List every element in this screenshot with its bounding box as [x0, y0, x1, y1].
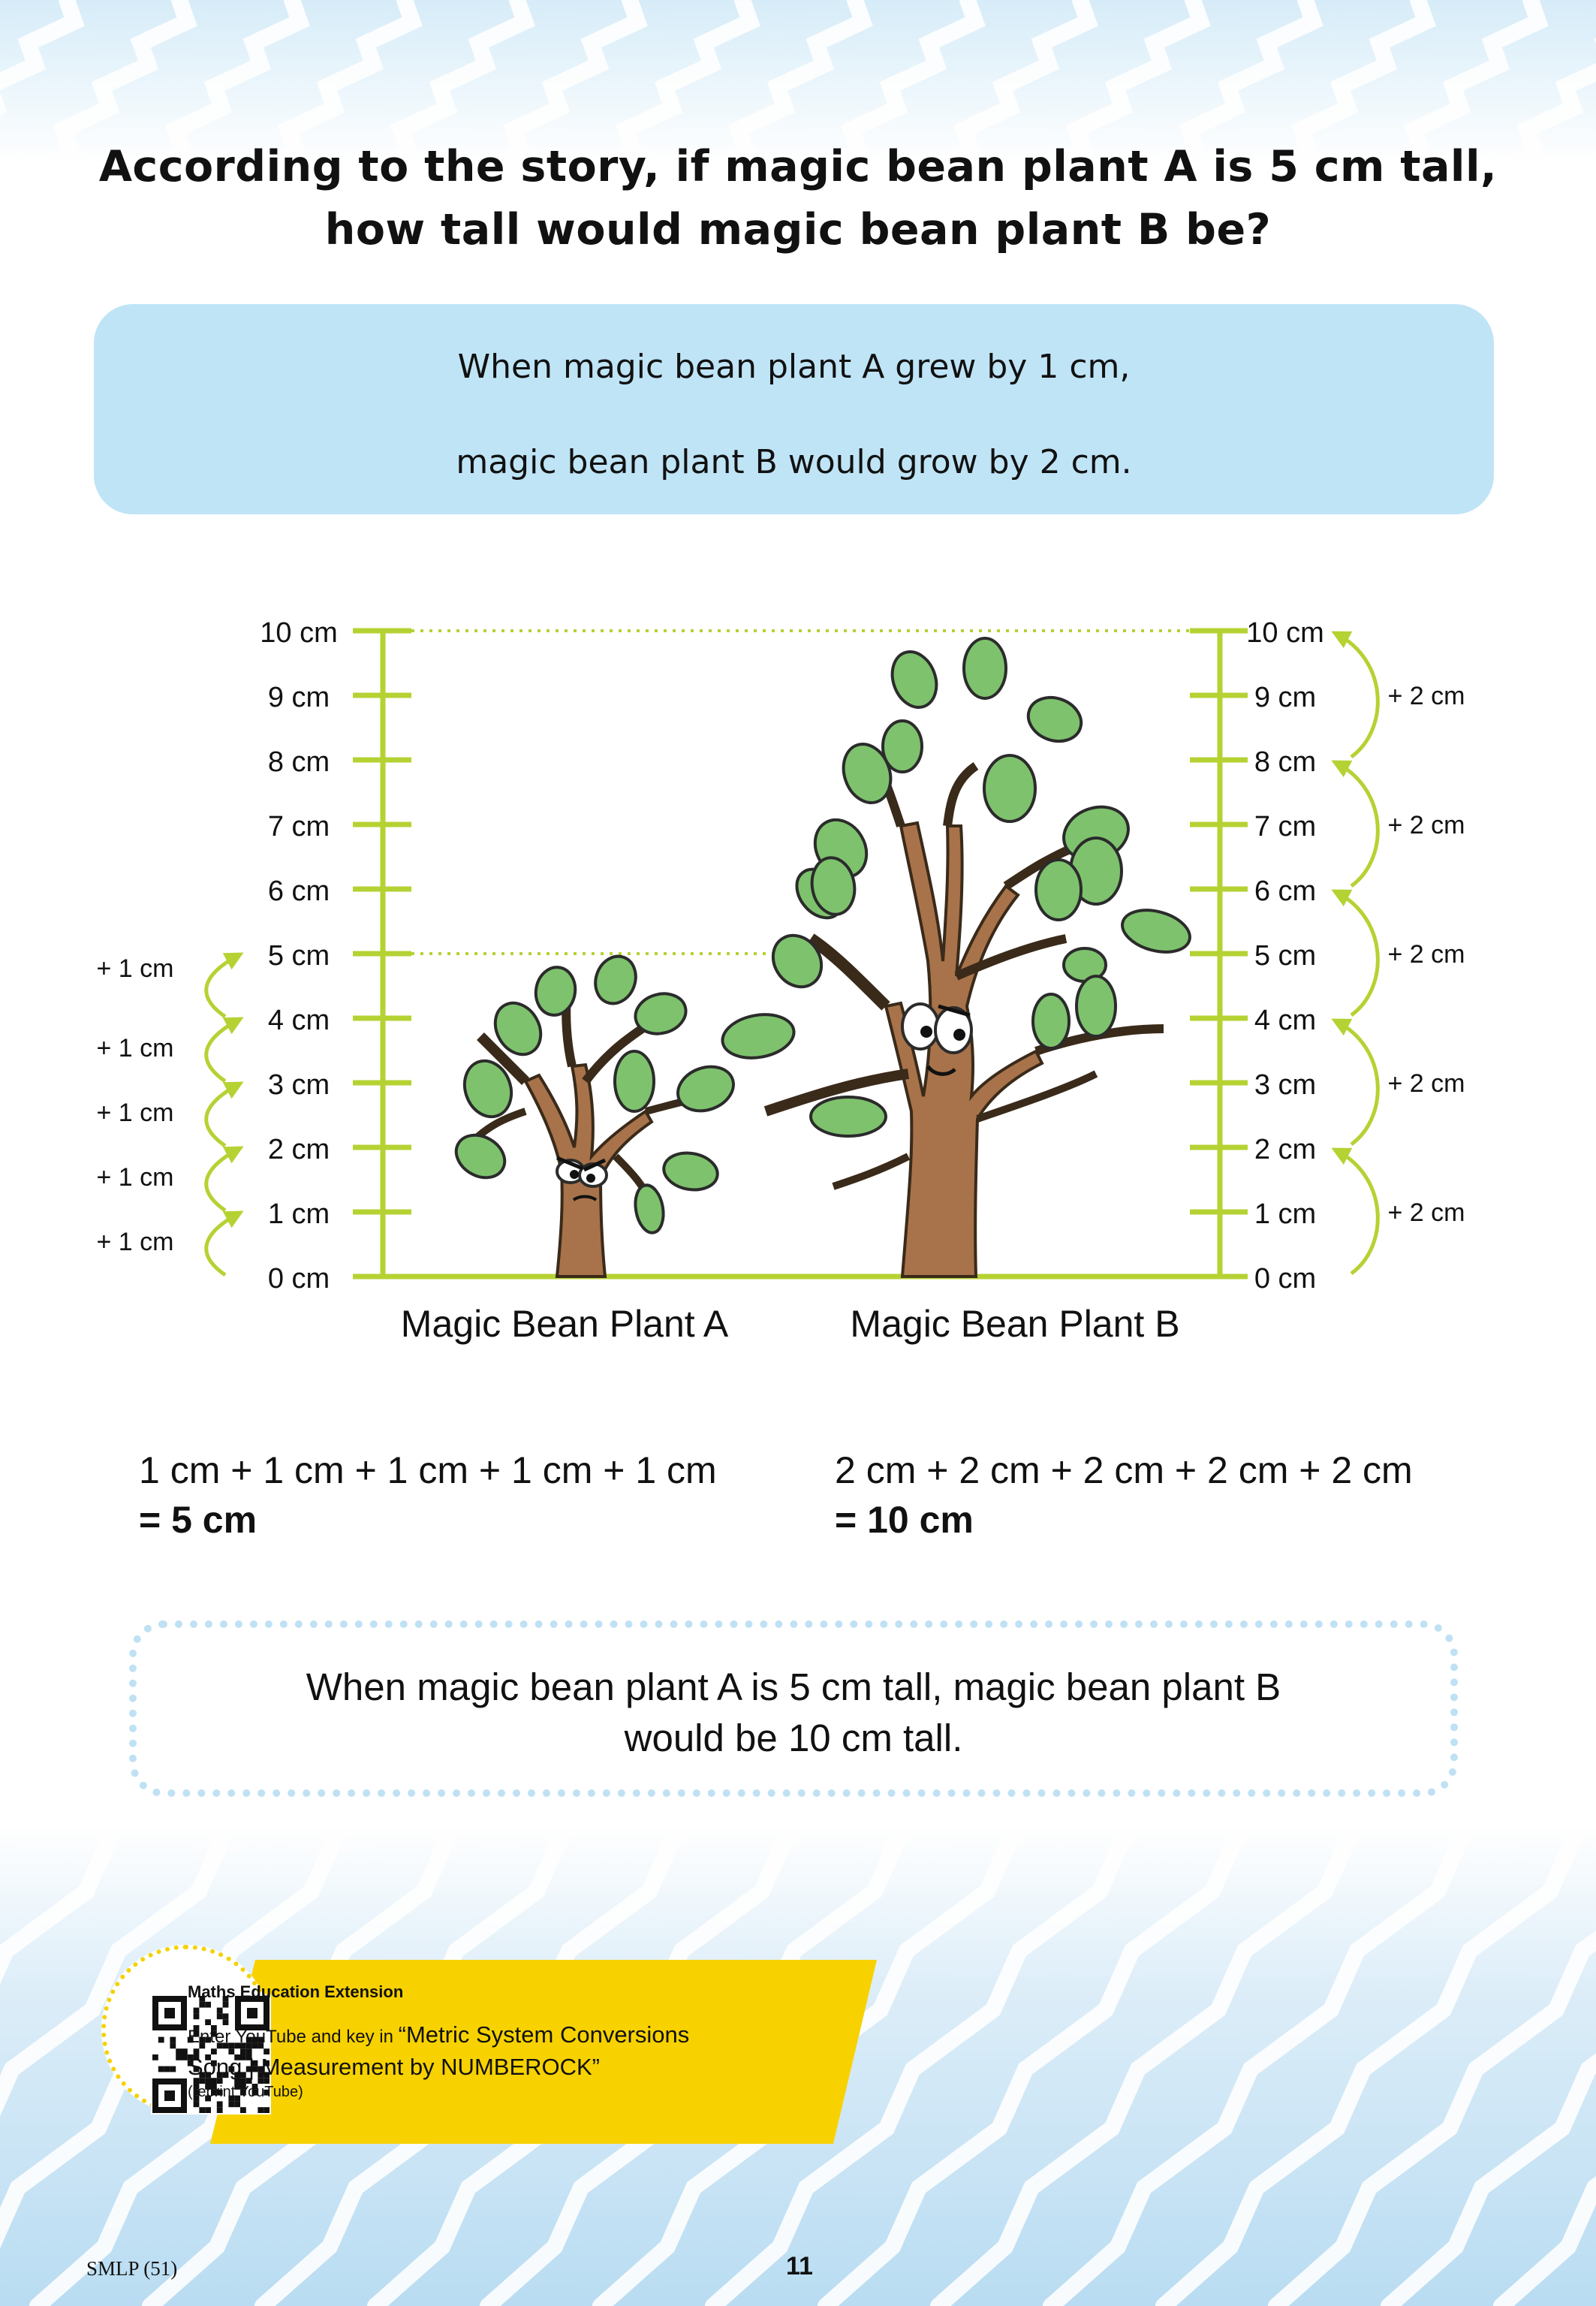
axis-label-left: 4 cm [267, 1005, 330, 1036]
extension-keyword-2: Song | Measurement by NUMBEROCK” [188, 2054, 601, 2080]
step-label-b: + 2 cm [1387, 1198, 1465, 1227]
step-arrow-b [1336, 1021, 1378, 1144]
step-label-a: + 1 cm [96, 1163, 174, 1192]
plant-b-illustration [719, 638, 1194, 1277]
axis-label-right: 7 cm [1254, 811, 1317, 843]
step-arrow-a [206, 1020, 239, 1081]
axis-label-right: 10 cm [1246, 617, 1324, 649]
axis-label-right: 8 cm [1254, 746, 1317, 778]
page-number: 11 [786, 2252, 813, 2280]
axis-label-right: 4 cm [1254, 1005, 1317, 1036]
axis-label-left: 6 cm [267, 876, 330, 907]
axis-label-right: 1 cm [1254, 1198, 1317, 1230]
plant-a-illustration [449, 951, 740, 1277]
equation-a [139, 1445, 717, 1545]
extension-title: Maths Education Extension [188, 1982, 404, 2001]
step-arrow-a [206, 1213, 239, 1275]
info-line-2: magic bean plant B would grow by 2 cm. [456, 443, 1132, 481]
page-title [75, 135, 1521, 261]
equation-b-sum: 2 cm + 2 cm + 2 cm + 2 cm + 2 cm [835, 1449, 1413, 1491]
axis-label-left: 0 cm [267, 1263, 330, 1295]
extension-keyword-1: “Metric System Conversions [398, 2021, 690, 2048]
title-line-2: how tall would magic bean plant B be? [324, 205, 1272, 255]
equation-a-sum: 1 cm + 1 cm + 1 cm + 1 cm + 1 cm [139, 1449, 717, 1491]
step-arrow-a [206, 955, 239, 1017]
step-label-b: + 2 cm [1387, 811, 1465, 840]
axis-label-right: 2 cm [1254, 1134, 1317, 1165]
axis-label-left: 8 cm [267, 746, 330, 778]
footer-code: SMLP (51) [86, 2257, 178, 2280]
answer-text [137, 1662, 1450, 1764]
step-arrow-b [1336, 763, 1378, 886]
step-label-a: + 1 cm [96, 1099, 174, 1127]
info-box [94, 304, 1494, 514]
step-arrow-b [1336, 634, 1378, 757]
plant-b-label: Magic Bean Plant B [850, 1303, 1180, 1345]
axis-label-left: 7 cm [267, 811, 330, 843]
answer-line-2: would be 10 cm tall. [624, 1717, 963, 1759]
extension-prefix: Enter YouTube and key in [188, 2027, 393, 2047]
axis-label-right: 9 cm [1254, 682, 1317, 713]
axis-label-right: 6 cm [1254, 876, 1317, 907]
step-label-b: + 2 cm [1387, 1069, 1465, 1098]
step-arrow-b [1336, 892, 1378, 1015]
step-arrow-a [206, 1084, 239, 1146]
plant-a-label: Magic Bean Plant A [400, 1303, 729, 1345]
axis-label-right: 5 cm [1254, 940, 1317, 972]
extension-text [188, 2020, 706, 2084]
growth-diagram [0, 586, 1596, 1367]
title-line-1: According to the story, if magic bean plant A is 5 cm tall, [98, 142, 1498, 191]
step-label-a: + 1 cm [96, 1228, 174, 1256]
equation-b-result: = 10 cm [835, 1499, 974, 1541]
axis-label-left: 3 cm [267, 1069, 330, 1101]
equation-a-result: = 5 cm [139, 1499, 257, 1541]
step-arrow-a [206, 1149, 239, 1210]
equation-b [835, 1445, 1413, 1545]
axis-label-right: 0 cm [1254, 1263, 1317, 1295]
axis-label-right: 3 cm [1254, 1069, 1317, 1101]
axis-label-left: 5 cm [267, 940, 330, 972]
info-line-1: When magic bean plant A grew by 1 cm, [457, 348, 1131, 386]
answer-box [129, 1620, 1458, 1797]
extension-note: (reprint YouTube) [188, 2084, 303, 2100]
answer-line-1: When magic bean plant A is 5 cm tall, magic bean plant B [306, 1665, 1281, 1708]
step-label-b: + 2 cm [1387, 682, 1465, 710]
axis-label-left: 9 cm [267, 682, 330, 713]
axis-label-left: 2 cm [267, 1134, 330, 1165]
step-label-b: + 2 cm [1387, 940, 1465, 969]
axis-label-left: 10 cm [260, 617, 338, 649]
axis-label-left: 1 cm [267, 1198, 330, 1230]
step-arrow-b [1336, 1150, 1378, 1274]
step-label-a: + 1 cm [96, 1034, 174, 1063]
step-label-a: + 1 cm [96, 954, 174, 983]
